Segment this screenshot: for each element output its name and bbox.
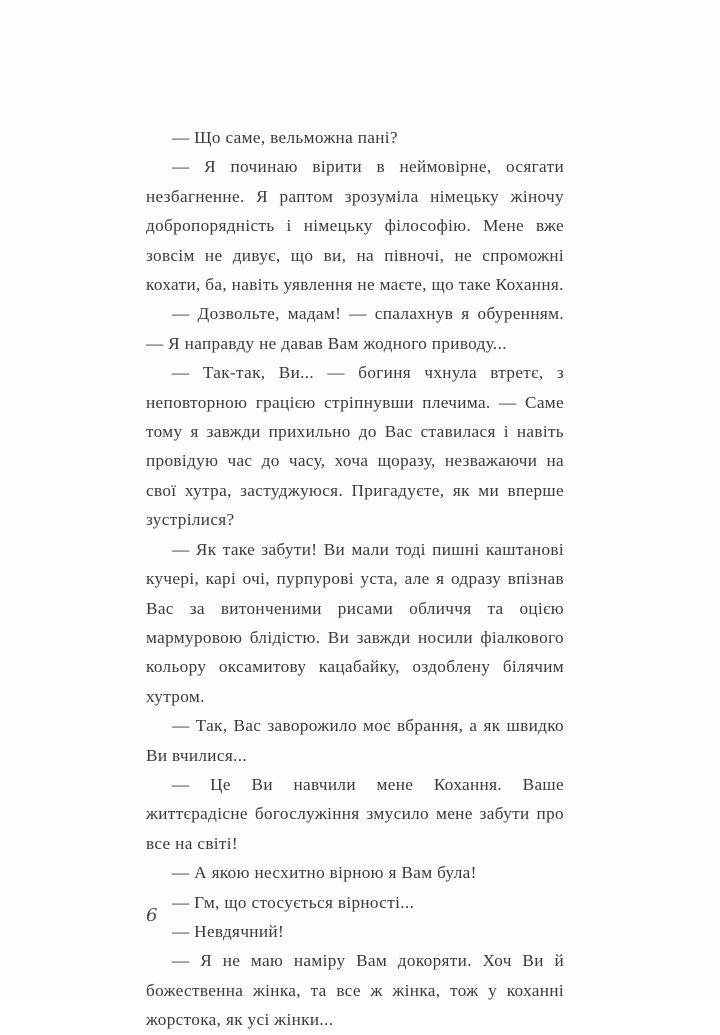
paragraph: — Я починаю вірити в неймовірне, осягати незбагненне. Я раптом зрозуміла німецьку жіночу добропорядність і німецьку філософію. Мене вже зовсім не дивує, що ви, на півночі, не спроможні кохати, ба, навіть уявлення не маєте, що таке Кохання. xyxy=(146,157,564,295)
page-number: 6 xyxy=(146,905,158,926)
paragraph: — Невдячний! xyxy=(172,921,285,941)
paragraph: — А якою несхитно вірною я Вам була! xyxy=(172,863,477,883)
paragraph: — Як таке забути! Ви мали тоді пишні каштанові кучері, карі очі, пурпурові уста, але я одразу впізнав Вас за витонченими рисами обличчя та оцією мармуровою блідістю. Ви завжди носили фіалкового кольору оксамитову кацабайку, оздоблену білячим хутром. xyxy=(146,539,564,706)
paragraph: — Дозвольте, мадам! — спалахнув я обуренням. — Я направду не давав Вам жодного приводу... xyxy=(146,304,564,353)
paragraph: — Це Ви навчили мене Кохання. Ваше життєрадісне богослужіння змусило мене забути про все на світі! xyxy=(146,774,564,853)
paragraph: — Що саме, вельможна пані? xyxy=(172,128,398,147)
paragraph: — Так-так, Ви... — богиня чхнула втретє, з неповторною грацією стріпнувши плечима. — Саме тому я завжди прихильно до Вас ставилася і навіть провідую час до часу, хоча щоразу, незважаючи на свої хутра, застуджуюся. Пригадуєте, як ми вперше зустрілися? xyxy=(146,363,564,530)
paragraph: — Гм, що стосується вірності... xyxy=(172,892,415,912)
body-text xyxy=(146,123,564,1035)
paragraph: — Так, Вас заворожило моє вбрання, а як швидко Ви вчилися... xyxy=(146,716,564,765)
paragraph: — Я не маю наміру Вам докоряти. Хоч Ви й божественна жінка, та все ж жінка, тож у коханні жорстока, як усі жінки... xyxy=(146,951,564,1030)
